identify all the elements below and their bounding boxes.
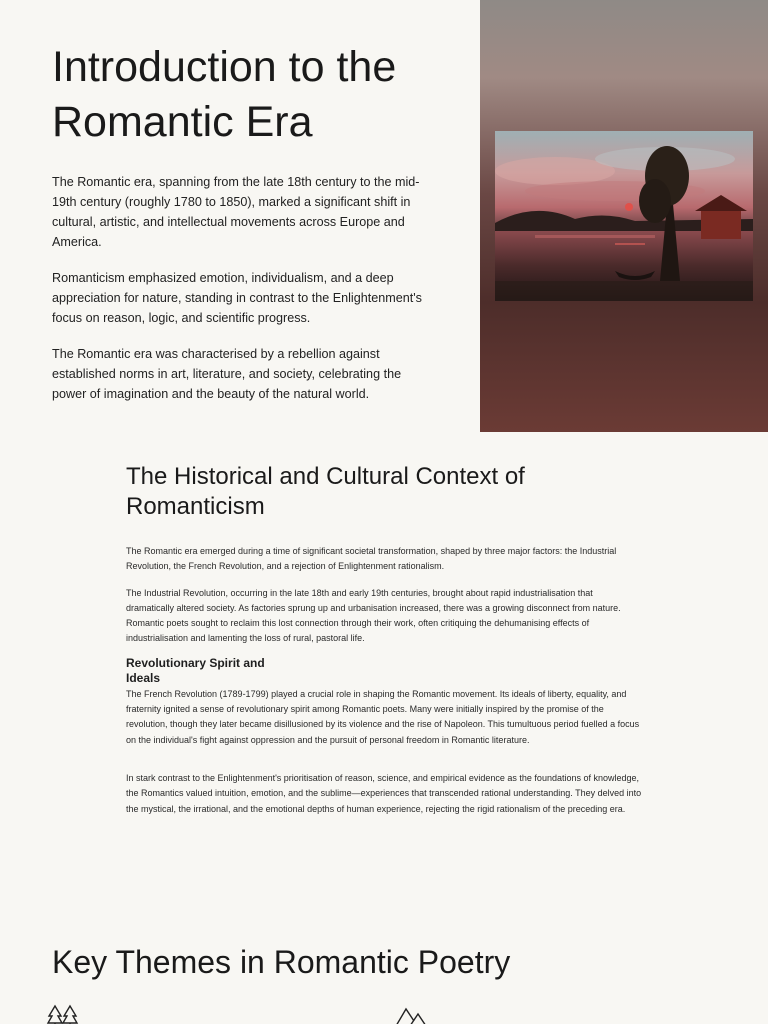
mountain-icon — [394, 1006, 428, 1024]
hero-section — [52, 40, 432, 420]
hero-image-panel — [480, 0, 768, 432]
context-heading: The Historical and Cultural Context of Romanticism — [126, 463, 525, 520]
page-title: Introduction to the Romantic Era — [52, 43, 397, 146]
revolutionary-subheading: Revolutionary Spirit and Ideals — [126, 655, 265, 685]
romantic-landscape-painting — [495, 131, 753, 301]
trees-icon — [46, 1004, 80, 1024]
enlightenment-paragraph: In stark contrast to the Enlightenment's prioritisation of reason, science, and empirical evidence as the foundations of knowledge, the Romantics valued intuition, emotion, and the sublime—experiences that transcended rational understanding. They delved into the mystical, the irrational, and the emotional depths of human experience, rejecting the rigid rationalism of the preceding era. — [126, 772, 642, 814]
revolution-paragraph: The French Revolution (1789-1799) played a crucial role in shaping the Romantic movement. Its ideals of liberty, equality, and fraternity ignited a sense of revolutionary spirit among Romantic poets. Many were initially inspired by the promise of the revolution, though they later became disillusioned by its violence and the rise of Napoleon. This tumultuous period fuelled a focus on the individual's fight against oppression and the pursuit of personal freedom in Romantic literature. — [126, 688, 640, 745]
context-paragraph-1: The Romantic era emerged during a time of significant societal transformation, shaped by three major factors: the Industrial Revolution, the French Revolution, and a rejection of Enlightenment rationalism. — [126, 546, 617, 572]
themes-heading: Key Themes in Romantic Poetry — [52, 944, 511, 980]
intro-paragraph-1: The Romantic era, spanning from the late 18th century to the mid-19th century (roughly 1780 to 1850), marked a significant shift in cultural, artistic, and intellectual movements across Europe and America. — [52, 175, 420, 249]
intro-paragraph-2: Romanticism emphasized emotion, individualism, and a deep appreciation for nature, standing in contrast to the Enlightenment's focus on reason, logic, and scientific progress. — [52, 271, 422, 325]
context-paragraph-2: The Industrial Revolution, occurring in the late 18th and early 19th centuries, brought about rapid industrialisation that dramatically altered society. As factories sprung up and urbanisation increased, there was a growing disconnect from nature. Romantic poets sought to reclaim this lost connection through their work, often critiquing the dehumanising effects of industrialisation and lamenting the loss of rural, pastoral life. — [126, 587, 621, 644]
intro-paragraph-3: The Romantic era was characterised by a rebellion against established norms in art, literature, and society, celebrating the power of imagination and the beauty of the natural world. — [52, 347, 402, 401]
context-section — [126, 462, 642, 828]
